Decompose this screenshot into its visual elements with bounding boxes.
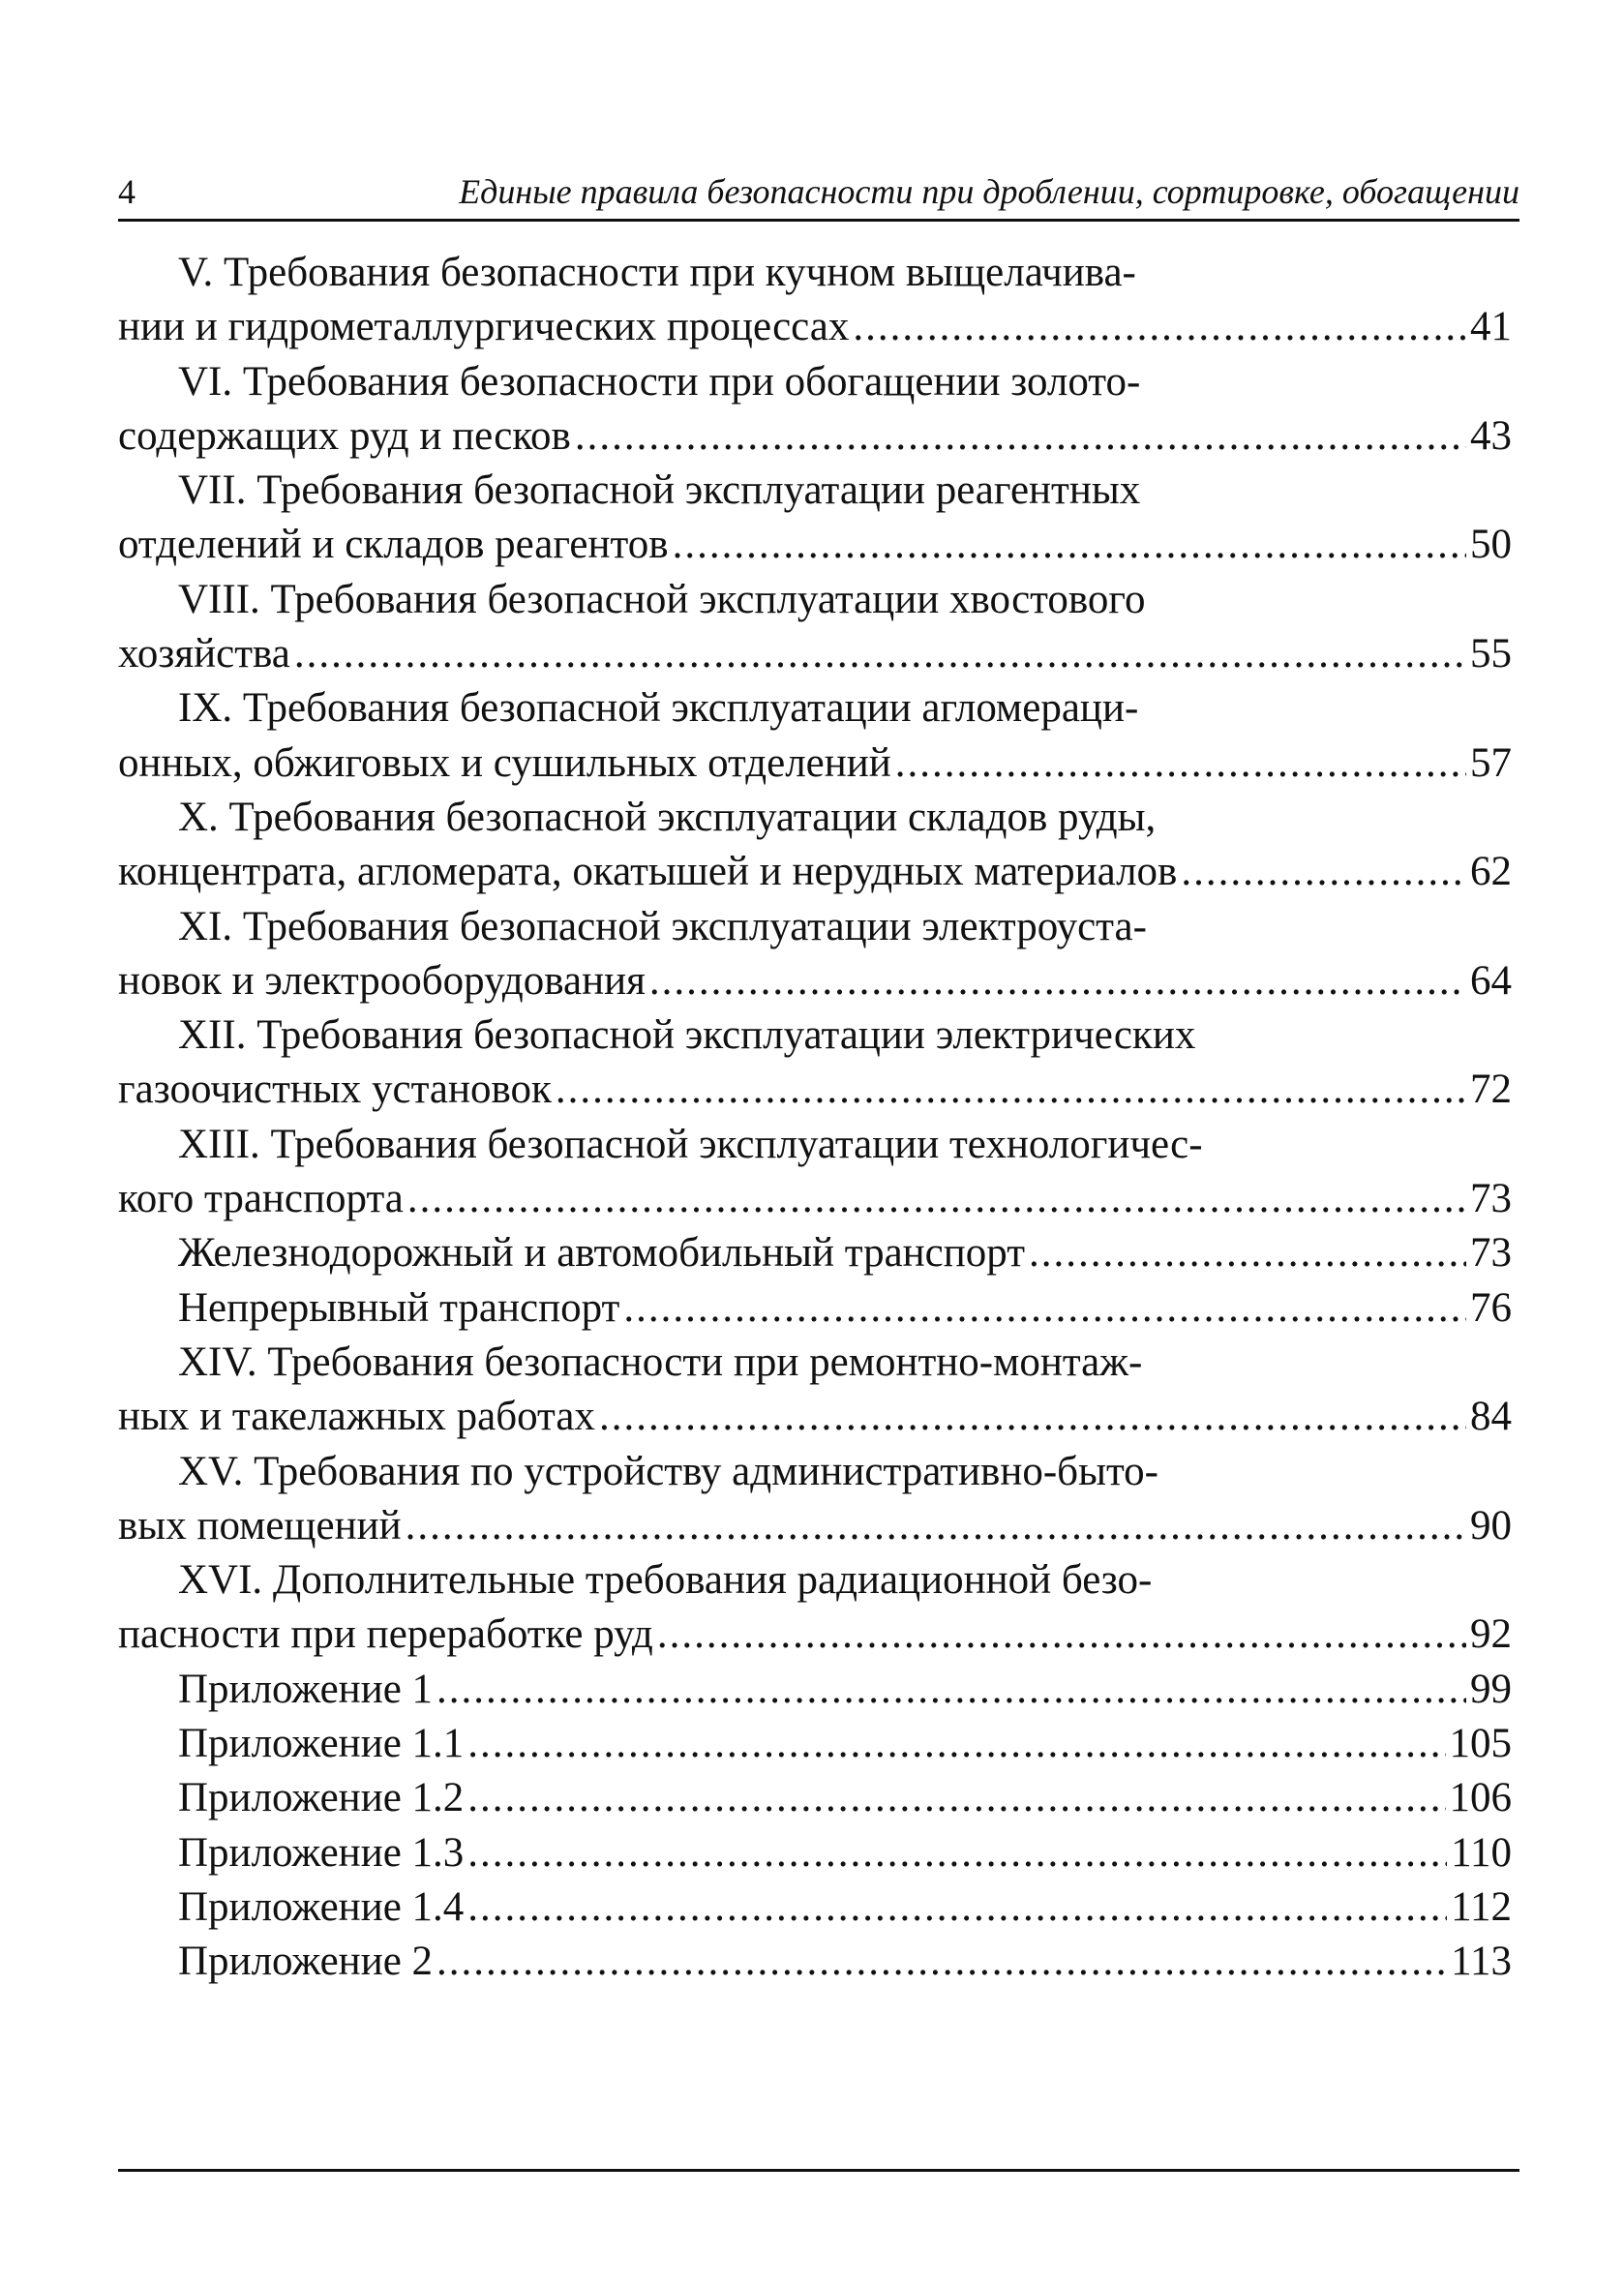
toc-page-number: 43: [1470, 412, 1512, 459]
toc-page-number: 84: [1470, 1394, 1512, 1440]
dot-leader: [467, 1771, 1445, 1825]
toc-entry-text: Приложение 1.4: [178, 1883, 465, 1930]
toc-line: [118, 1553, 1512, 1608]
toc-line: [118, 1499, 1512, 1553]
toc-page-number: 50: [1470, 522, 1512, 568]
toc-line: [118, 1008, 1512, 1063]
dot-leader: [467, 1880, 1447, 1935]
toc-line: [118, 954, 1512, 1008]
toc-page-number: 76: [1470, 1284, 1512, 1331]
toc-entry-text: газоочистных установок: [118, 1067, 552, 1113]
toc-page-number: 62: [1470, 849, 1512, 895]
dot-leader: [1181, 845, 1466, 899]
toc-page-number: 72: [1470, 1067, 1512, 1113]
toc-entry-text: X. Требования безопасной эксплуатации складов руды,: [178, 794, 1157, 840]
toc-entry-text: Непрерывный транспорт: [178, 1284, 620, 1331]
toc-page-number: 105: [1449, 1721, 1512, 1767]
dot-leader: [436, 1935, 1447, 1989]
toc-line: [118, 1717, 1512, 1771]
toc-entry-text: XIII. Требования безопасной эксплуатации технологичес-: [178, 1121, 1203, 1167]
toc-entry-text: IX. Требования безопасной эксплуатации агломераци-: [178, 685, 1139, 732]
toc-entry-text: Приложение 1.1: [178, 1721, 465, 1767]
toc-entry-text: вых помещений: [118, 1502, 402, 1549]
toc-line: [118, 518, 1512, 572]
toc-entry-text: онных, обжиговых и сушильных отделений: [118, 739, 891, 786]
toc-line: [118, 627, 1512, 681]
toc-line: [118, 409, 1512, 464]
toc-entry-text: Приложение 1.3: [178, 1829, 465, 1876]
toc-line: [118, 464, 1512, 518]
toc-line: [118, 1826, 1512, 1880]
toc-entry-text: Приложение 1: [178, 1666, 434, 1712]
dot-leader: [895, 737, 1466, 791]
toc-entry-text: содержащих руд и песков: [118, 412, 571, 459]
toc-line: [118, 681, 1512, 736]
toc-line: [118, 900, 1512, 954]
dot-leader: [657, 1608, 1466, 1662]
toc-page-number: 99: [1470, 1666, 1512, 1712]
dot-leader: [467, 1826, 1447, 1880]
toc-entry-text: отделений и складов реагентов: [118, 522, 669, 568]
toc-page-number: 90: [1470, 1502, 1512, 1549]
toc-entry-text: кого транспорта: [118, 1176, 404, 1222]
toc-line: [118, 1390, 1512, 1444]
toc-entry-text: Приложение 1.2: [178, 1775, 465, 1821]
toc-entry-text: ных и такелажных работах: [118, 1394, 595, 1440]
toc-entry-text: пасности при переработке руд: [118, 1611, 653, 1658]
toc-line: [118, 1608, 1512, 1662]
toc-page-number: 57: [1470, 739, 1512, 786]
dot-leader: [649, 954, 1466, 1008]
toc-line: [118, 1935, 1512, 1989]
toc-page-number: 113: [1451, 1939, 1512, 1985]
toc-line: [118, 300, 1512, 354]
running-header: [118, 166, 1519, 217]
toc-line: [118, 1663, 1512, 1717]
page-number: 4: [118, 172, 135, 211]
toc-entry-text: V. Требования безопасности при кучном выщелачива-: [178, 250, 1136, 295]
toc-page-number: 73: [1470, 1230, 1512, 1277]
toc-line: [118, 1281, 1512, 1336]
dot-leader: [1029, 1226, 1466, 1280]
dot-leader: [556, 1063, 1466, 1117]
footer-rule: [118, 2169, 1519, 2172]
toc-page-number: 112: [1451, 1883, 1512, 1930]
toc-page-number: 41: [1470, 304, 1512, 350]
toc-entry-text: новок и электрооборудования: [118, 957, 646, 1004]
toc-page-number: 73: [1470, 1176, 1512, 1222]
toc-entry-text: XI. Требования безопасной эксплуатации электроуста-: [178, 903, 1147, 949]
dot-leader: [294, 627, 1466, 681]
header-rule: [118, 219, 1519, 222]
toc-line: [118, 1118, 1512, 1172]
toc-entry-text: XVI. Дополнительные требования радиационной безо-: [178, 1557, 1153, 1604]
toc-page-number: 64: [1470, 957, 1512, 1004]
toc-page-number: 110: [1451, 1829, 1512, 1876]
toc-entry-text: XIV. Требования безопасности при ремонтно-монтаж-: [178, 1339, 1143, 1385]
toc-entry-text: Железнодорожный и автомобильный транспорт: [178, 1230, 1025, 1277]
toc-line: [118, 791, 1512, 845]
toc-entry-text: XV. Требования по устройству административно-быто-: [178, 1448, 1158, 1494]
toc-page-number: 92: [1470, 1611, 1512, 1658]
dot-leader: [407, 1172, 1466, 1226]
toc-entry-text: концентрата, агломерата, окатышей и нерудных материалов: [118, 849, 1178, 895]
toc-line: [118, 1336, 1512, 1390]
dot-leader: [467, 1717, 1445, 1771]
toc-line: [118, 737, 1512, 791]
toc-page-number: 55: [1470, 631, 1512, 677]
dot-leader: [623, 1281, 1466, 1336]
table-of-contents: [118, 246, 1512, 1990]
toc-line: [118, 246, 1512, 300]
toc-line: [118, 1063, 1512, 1117]
toc-line: [118, 845, 1512, 899]
dot-leader: [406, 1499, 1466, 1553]
dot-leader: [673, 518, 1466, 572]
dot-leader: [575, 409, 1466, 464]
toc-entry-text: VIII. Требования безопасной эксплуатации хвостового: [178, 576, 1146, 622]
toc-page-number: 106: [1449, 1775, 1512, 1821]
toc-entry-text: VI. Требования безопасности при обогащении золото-: [178, 358, 1141, 405]
dot-leader: [436, 1663, 1466, 1717]
dot-leader: [853, 300, 1466, 354]
toc-entry-text: XII. Требования безопасной эксплуатации электрических: [178, 1012, 1196, 1059]
toc-entry-text: хозяйства: [118, 631, 290, 677]
toc-line: [118, 1445, 1512, 1499]
toc-entry-text: Приложение 2: [178, 1939, 434, 1985]
toc-entry-text: нии и гидрометаллургических процессах: [118, 304, 850, 350]
toc-line: [118, 1226, 1512, 1280]
toc-line: [118, 1771, 1512, 1825]
dot-leader: [599, 1390, 1466, 1444]
toc-line: [118, 1880, 1512, 1935]
toc-line: [118, 355, 1512, 409]
running-title: Единые правила безопасности при дроблении, сортировке, обогащении: [459, 172, 1519, 211]
toc-entry-text: VII. Требования безопасной эксплуатации реагентных: [178, 467, 1141, 514]
toc-line: [118, 573, 1512, 627]
toc-line: [118, 1172, 1512, 1226]
